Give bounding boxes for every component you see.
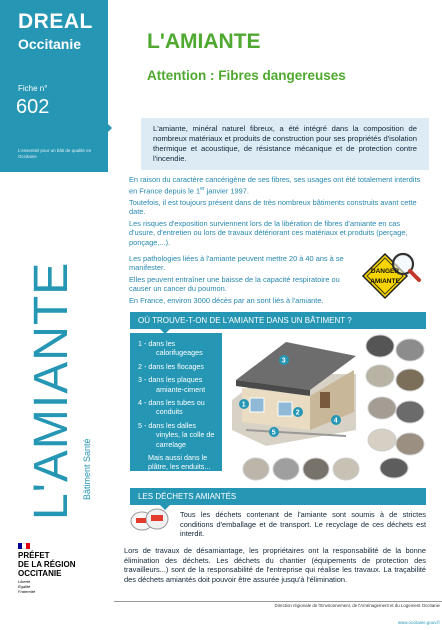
bottom-thumbnails	[242, 456, 362, 482]
paragraph-pathologies: Les pathologies liées à l'amiante peuvent mettre 20 à 40 ans à se manifester.	[129, 253, 344, 273]
fiche-number: 602	[16, 96, 50, 118]
danger-amiante-icon	[359, 250, 425, 302]
intro-box: L'amiante, minéral naturel fibreux, a été intégré dans la composition de nombreux matériaux et produits de construction pour ses propriétés d'isolation thermique et acoustique, de résistance mécanique et de protection contre l'incendie.	[141, 118, 429, 170]
thumb-plaques	[396, 369, 424, 391]
waste-bags-icon	[130, 505, 170, 531]
page-title: L'AMIANTE	[147, 30, 261, 53]
motto	[18, 579, 98, 594]
brand-region: Occitanie	[18, 36, 82, 52]
svg-text:4: 4	[333, 417, 338, 425]
page-subtitle: Attention : Fibres dangereuses	[147, 68, 346, 83]
section-location-header: OÙ TROUVE-T-ON DE L'AMIANTE DANS UN BÂTIMENT ?	[130, 312, 426, 329]
paragraph-deaths: En France, environ 3000 décès par an sont liés à l'amiante.	[129, 296, 324, 305]
sidebar	[0, 0, 108, 630]
motto-egalite: Égalité	[18, 584, 31, 589]
thumb-tubes	[368, 397, 396, 419]
svg-text:3: 3	[281, 357, 286, 365]
section-waste-header: LES DÉCHETS AMIANTÉS	[130, 488, 426, 505]
sidebar-header	[0, 0, 108, 172]
list-item: 1 - dans les calorifugeages	[138, 339, 203, 358]
danger-sign-top: DANGER	[370, 268, 400, 275]
location-list	[130, 333, 222, 471]
thumb-dalles	[368, 429, 396, 451]
list-tail: Mais aussi dans le plâtre, les enduits...	[148, 453, 211, 472]
material-thumbnails	[364, 332, 428, 480]
thumb-flocage	[396, 339, 424, 361]
house-cutaway-illustration	[226, 330, 362, 452]
prefecture-title-2: DE LA RÉGION	[18, 560, 76, 569]
paragraph-effects: Elles peuvent entraîner une baisse de la capacité respiratoire ou causer un cancer du poumon.	[129, 274, 340, 294]
thumb-calorifugeage	[366, 335, 394, 357]
motto-liberte: Liberté	[18, 579, 31, 584]
list-item: 5 - dans les dalles vinyles, la colle de carrelage	[138, 420, 215, 449]
thumb-conduits	[396, 401, 424, 423]
paragraph-ban: En raison du caractère cancérigène de ses fibres, ses usages ont été totalement interdits en France depuis le 1er janvier 1997.	[129, 175, 421, 196]
fiche-note: L'essentiel pour un bâti de qualité en Occitanie	[18, 148, 92, 159]
paragraph-presence: Toutefois, il est toujours présent dans de très nombreux bâtiments construits avant cette date.	[129, 197, 417, 217]
list-item: 3 - dans les plaques amiante-ciment	[138, 375, 206, 394]
danger-sign-bottom: AMIANTE	[370, 278, 400, 285]
prefecture-title-3: OCCITANIE	[18, 569, 62, 578]
fiche-label: Fiche n°	[18, 84, 48, 93]
svg-text:5: 5	[271, 429, 276, 437]
footer-organisation: Direction régionale de l'Environnement, de l'Aménagement et du Logement Occitanie	[274, 603, 440, 608]
svg-text:2: 2	[295, 409, 300, 417]
thumb-enduit	[366, 365, 394, 387]
footer-divider	[114, 601, 442, 602]
prefecture-logo	[18, 543, 98, 594]
thumb-colle	[396, 433, 424, 455]
vertical-subtitle: Bâtiment Santé	[82, 438, 92, 500]
waste-responsibility-text: Lors de travaux de désamiantage, les propriétaires ont la responsabilité de la bonne élimination des déchets. Les déchets du chantier (équipements de protection des travailleurs...) sont de la responsabilité de l'entreprise qui réalise les travaux. La traçabilité des déchets amiantés doit pouvoir être assurée jusqu'à l'élimination.	[124, 546, 426, 584]
motto-fraternite: Fraternité	[18, 589, 36, 594]
brand-name: DREAL	[18, 10, 93, 33]
list-item: 2 - dans les flocages	[138, 361, 204, 371]
footer-website-link[interactable]: www.occitanie.gouv.fr	[397, 620, 440, 625]
fold-marker	[102, 118, 112, 138]
waste-rules-text: Tous les déchets contenant de l'amiante sont soumis à de strictes conditions d'emballage et de transport. Le recyclage de ces déchets est interdit.	[180, 510, 426, 539]
flag-icon	[18, 543, 30, 549]
paragraph-risks: Les risques d'exposition surviennent lors de la libération de fibres d'amiante en cas d'usure, d'entretien ou lors de travaux détériorant ces matériaux et produits (perçage, ponçage,...).	[129, 218, 408, 248]
svg-text:1: 1	[241, 401, 246, 409]
prefecture-title-1: PRÉFET	[18, 551, 50, 560]
list-item: 4 - dans les tubes ou conduits	[138, 398, 205, 417]
thumb-carrelage	[380, 458, 408, 478]
vertical-title: L'AMIANTE	[25, 261, 78, 520]
main-content	[114, 0, 442, 630]
